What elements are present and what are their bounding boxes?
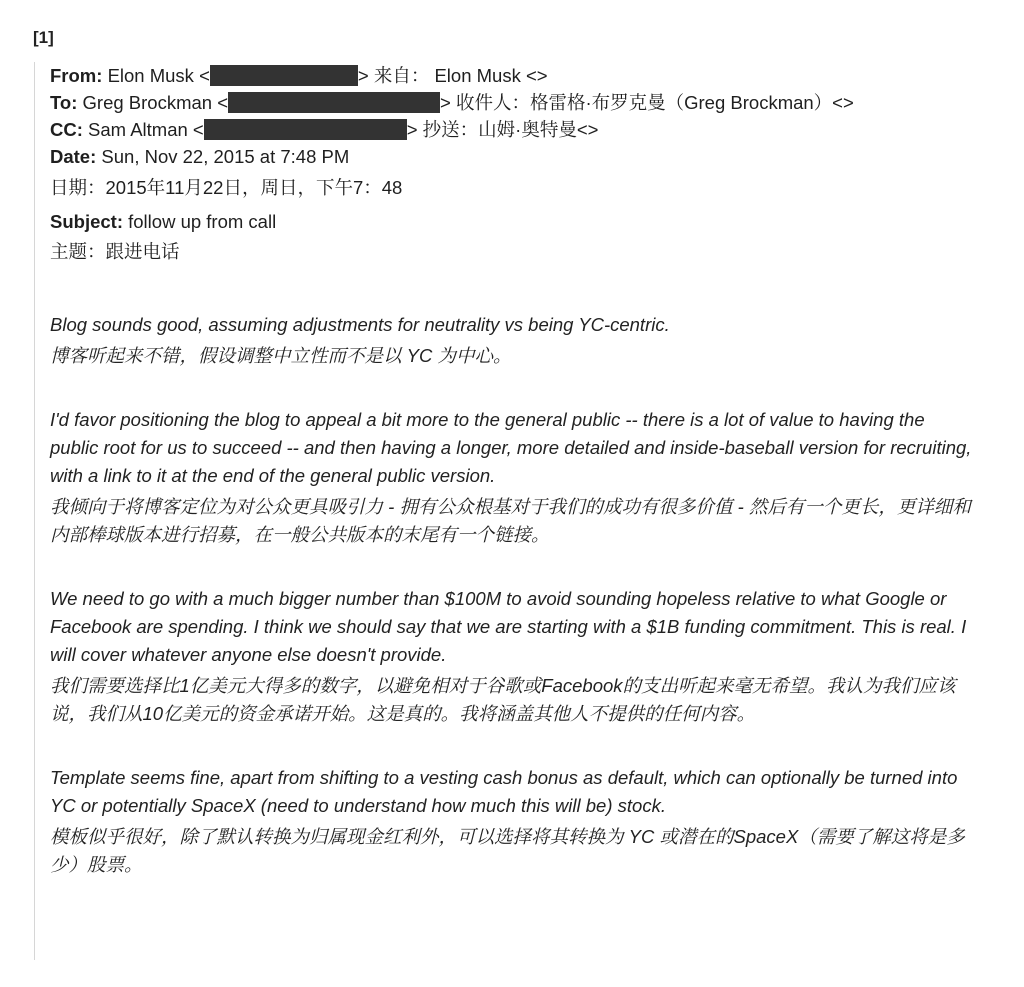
subject-line <box>50 208 974 235</box>
from-line <box>50 62 974 89</box>
email-body <box>50 311 974 879</box>
from-name: Elon Musk < <box>107 65 210 86</box>
subject-value: follow up from call <box>128 211 277 232</box>
date-cn-line: 日期：2015年11月22日，周日，下午7：48 <box>50 177 403 198</box>
from-label: From: <box>50 65 103 86</box>
to-cn: > 收件人：格雷格·布罗克曼（Greg Brockman）<> <box>440 92 854 113</box>
to-label: To: <box>50 92 78 113</box>
paragraph-1-cn: 博客听起来不错，假设调整中立性而不是以 YC 为中心。 <box>50 345 512 366</box>
date-label: Date: <box>50 146 97 167</box>
paragraph-3-en: We need to go with a much bigger number than $100M to avoid sounding hopeless relative to what Google or Facebook are spending. I think we should say that we are starting with a $1B funding commitment. This is real. I will cover whatever anyone else doesn't provide. <box>50 588 967 665</box>
paragraph-4-en: Template seems fine, apart from shifting to a vesting cash bonus as default, which can optionally be turned into YC or potentially SpaceX (need to understand how much this will be) stock. <box>50 767 958 816</box>
email-quote-block <box>34 62 974 960</box>
to-name: Greg Brockman < <box>82 92 229 113</box>
paragraph-3-cn: 我们需要选择比1亿美元大得多的数字，以避免相对于谷歌或Facebook的支出听起来毫无希望。我认为我们应该说，我们从10亿美元的资金承诺开始。这是真的。我将涵盖其他人不提供的任何内容。 <box>50 675 956 724</box>
date-line <box>50 143 974 170</box>
cc-cn: > 抄送：山姆·奥特曼<> <box>406 119 599 140</box>
paragraph-2-en: I'd favor positioning the blog to appeal a bit more to the general public -- there is a lot of value to having the public root for us to succeed -- and then having a longer, more detailed and inside-baseball version for recruiting, with a link to it at the end of the general public version. <box>50 409 972 486</box>
date-value: Sun, Nov 22, 2015 at 7:48 PM <box>101 146 350 167</box>
redacted-email-from <box>210 65 358 86</box>
cc-line <box>50 116 974 143</box>
paragraph-4-cn: 模板似乎很好，除了默认转换为归属现金红利外，可以选择将其转换为 YC 或潜在的SpaceX（需要了解这将是多少）股票。 <box>50 826 965 875</box>
footnote-marker: [1] <box>33 28 54 47</box>
from-cn: > 来自： Elon Musk <> <box>357 65 548 86</box>
cc-label: CC: <box>50 119 83 140</box>
subject-label: Subject: <box>50 211 123 232</box>
redacted-email-to <box>228 92 440 113</box>
subject-cn-line: 主题：跟进电话 <box>50 241 180 262</box>
to-line <box>50 89 974 116</box>
paragraph-1-en: Blog sounds good, assuming adjustments for neutrality vs being YC-centric. <box>50 314 670 335</box>
cc-name: Sam Altman < <box>88 119 204 140</box>
paragraph-2-cn: 我倾向于将博客定位为对公众更具吸引力 - 拥有公众根基对于我们的成功有很多价值 - 然后有一个更长，更详细和内部棒球版本进行招募，在一般公共版本的末尾有一个链接。 <box>50 496 971 545</box>
redacted-email-cc <box>204 119 407 140</box>
